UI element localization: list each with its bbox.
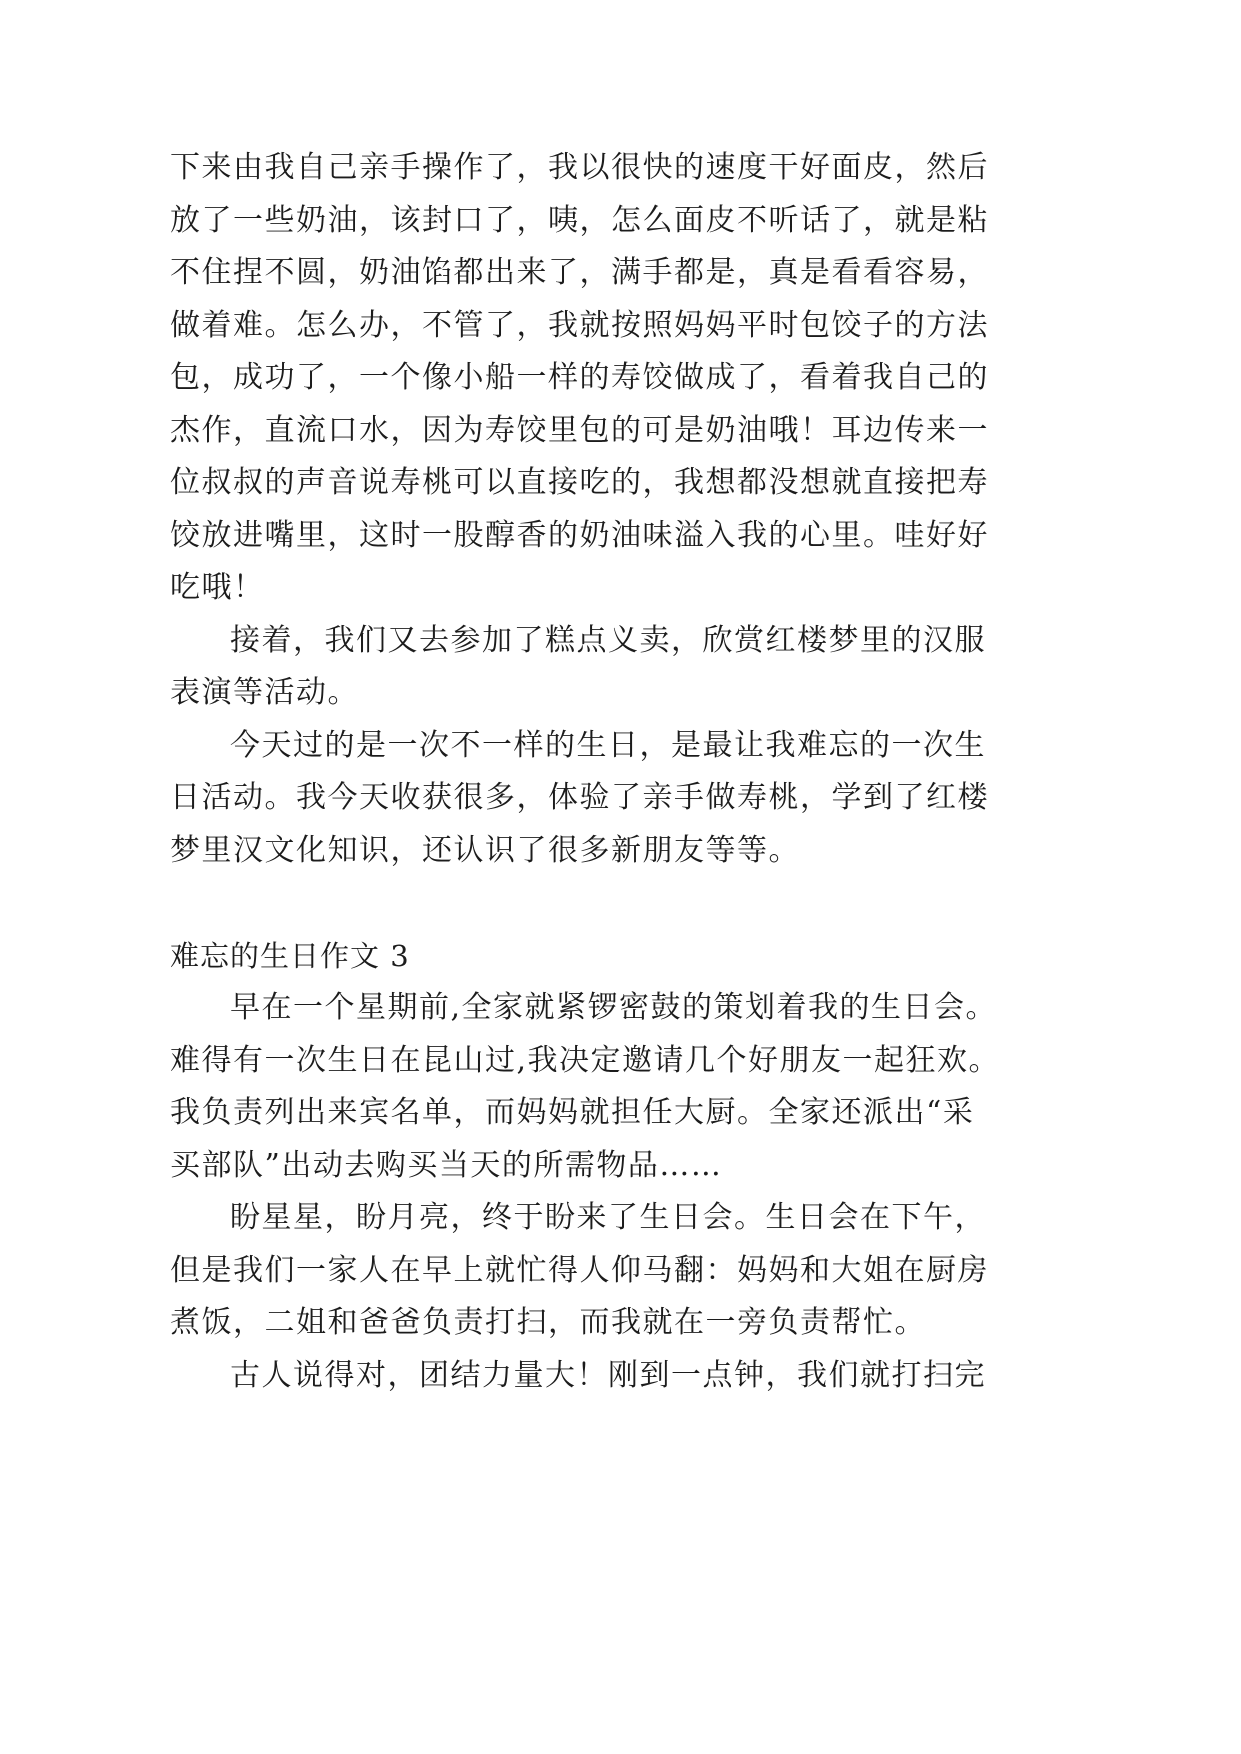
text-line: 放了一些奶油，该封口了，咦，怎么面皮不听话了，就是粘 bbox=[170, 202, 989, 238]
text-line: 难得有一次生日在昆山过,我决定邀请几个好朋友一起狂欢。 bbox=[170, 1042, 1001, 1078]
paragraph-teamwork bbox=[170, 1350, 986, 1403]
text-line: 梦里汉文化知识，还认识了很多新朋友等等。 bbox=[170, 832, 800, 868]
text-line: 做着难。怎么办，不管了，我就按照妈妈平时包饺子的方法 bbox=[170, 307, 989, 343]
text-line: 古人说得对，团结力量大！刚到一点钟，我们就打扫完 bbox=[230, 1357, 986, 1393]
text-line: 早在一个星期前,全家就紧锣密鼓的策划着我的生日会。 bbox=[230, 990, 998, 1025]
text-line: 位叔叔的声音说寿桃可以直接吃的，我想都没想就直接把寿 bbox=[170, 465, 989, 500]
paragraph-party-day bbox=[170, 1192, 989, 1350]
paragraph-continuation bbox=[170, 142, 989, 615]
section-heading: 难忘的生日作文 3 bbox=[170, 938, 410, 973]
text-line: 不住捏不圆，奶油馅都出来了，满手都是，真是看看容易， bbox=[170, 255, 989, 290]
text-line: 表演等活动。 bbox=[170, 675, 359, 710]
text-line: 我负责列出来宾名单，而妈妈就担任大厨。全家还派出“采 bbox=[170, 1095, 975, 1130]
text-line: 吃哦！ bbox=[170, 570, 265, 605]
text-line: 饺放进嘴里，这时一股醇香的奶油味溢入我的心里。哇好好 bbox=[170, 517, 989, 553]
text-line: 买部队”出动去购买当天的所需物品…… bbox=[170, 1147, 723, 1183]
text-line: 杰作，直流口水，因为寿饺里包的可是奶油哦！耳边传来一 bbox=[170, 412, 989, 448]
text-line: 盼星星，盼月亮，终于盼来了生日会。生日会在下午， bbox=[230, 1200, 986, 1235]
text-line: 接着，我们又去参加了糕点义卖，欣赏红楼梦里的汉服 bbox=[230, 622, 986, 658]
text-line: 今天过的是一次不一样的生日，是最让我难忘的一次生 bbox=[230, 727, 986, 763]
text-line: 煮饭，二姐和爸爸负责打扫，而我就在一旁负责帮忙。 bbox=[170, 1305, 926, 1340]
text-line: 包，成功了，一个像小船一样的寿饺做成了，看着我自己的 bbox=[170, 360, 989, 395]
paragraph-activities bbox=[170, 615, 986, 720]
text-line: 但是我们一家人在早上就忙得人仰马翻：妈妈和大姐在厨房 bbox=[170, 1252, 989, 1288]
paragraph-summary bbox=[170, 720, 989, 878]
text-line: 日活动。我今天收获很多，体验了亲手做寿桃，学到了红楼 bbox=[170, 780, 989, 815]
document-body bbox=[170, 142, 1001, 1402]
text-line: 下来由我自己亲手操作了，我以很快的速度干好面皮，然后 bbox=[170, 150, 989, 185]
paragraph-preparation bbox=[170, 982, 1001, 1192]
